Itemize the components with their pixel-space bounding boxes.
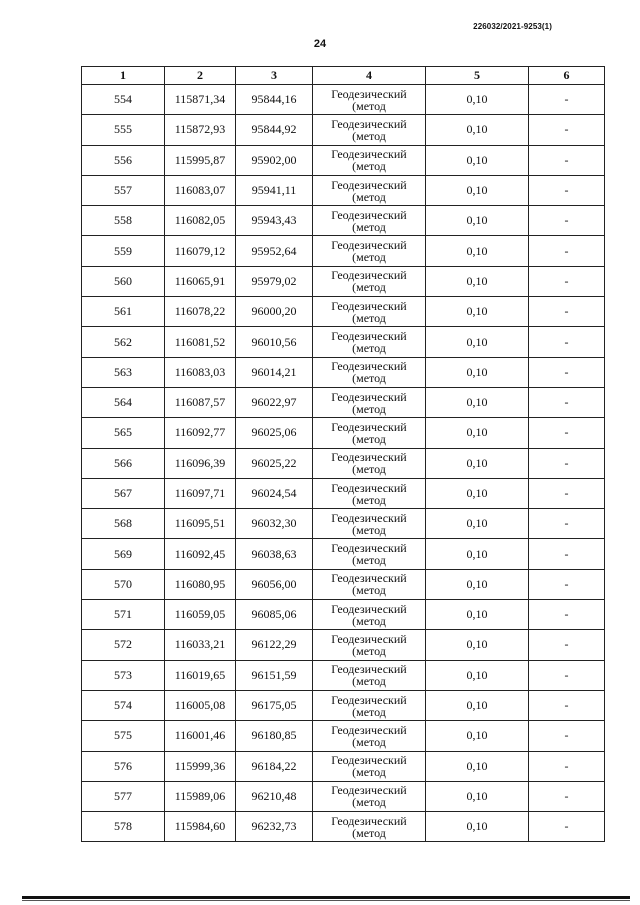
cell-note: - <box>529 145 605 175</box>
method-line-1: Геодезический <box>331 298 407 313</box>
table-row <box>82 418 605 448</box>
method-line-1: Геодезический <box>331 601 407 616</box>
cell-accuracy: 0,10 <box>426 721 529 751</box>
cell-x-coordinate: 115872,93 <box>165 115 236 145</box>
method-line-1: Геодезический <box>331 480 407 495</box>
method-line-1: Геодезический <box>331 359 407 374</box>
method-line-1: Геодезический <box>331 510 407 525</box>
cell-x-coordinate: 116059,05 <box>165 600 236 630</box>
method-line-2: (метод <box>352 128 386 143</box>
method-line-1: Геодезический <box>331 147 407 162</box>
table-row <box>82 721 605 751</box>
cell-y-coordinate: 96010,56 <box>236 327 313 357</box>
cell-point-number: 556 <box>82 145 165 175</box>
cell-note: - <box>529 266 605 296</box>
method-line-2: (метод <box>352 98 386 113</box>
method-line-2: (метод <box>352 341 386 356</box>
cell-y-coordinate: 96025,06 <box>236 418 313 448</box>
method-line-2: (метод <box>352 219 386 234</box>
cell-note: - <box>529 781 605 811</box>
method-line-2: (метод <box>352 462 386 477</box>
cell-point-number: 573 <box>82 660 165 690</box>
cell-method <box>313 660 426 690</box>
cell-method <box>313 690 426 720</box>
method-line-1: Геодезический <box>331 783 407 798</box>
cell-y-coordinate: 96151,59 <box>236 660 313 690</box>
cell-y-coordinate: 96025,22 <box>236 448 313 478</box>
method-line-1: Геодезический <box>331 571 407 586</box>
cell-note: - <box>529 236 605 266</box>
cell-point-number: 567 <box>82 478 165 508</box>
cell-accuracy: 0,10 <box>426 266 529 296</box>
cell-accuracy: 0,10 <box>426 448 529 478</box>
column-header-2: 2 <box>165 67 236 85</box>
cell-note: - <box>529 297 605 327</box>
cell-y-coordinate: 96184,22 <box>236 751 313 781</box>
method-line-1: Геодезический <box>331 86 407 101</box>
method-line-2: (метод <box>352 674 386 689</box>
table-row <box>82 630 605 660</box>
cell-method <box>313 85 426 115</box>
cell-accuracy: 0,10 <box>426 478 529 508</box>
cell-x-coordinate: 115984,60 <box>165 812 236 842</box>
page-number: 24 <box>313 38 327 50</box>
table-row <box>82 509 605 539</box>
cell-method <box>313 327 426 357</box>
method-line-2: (метод <box>352 765 386 780</box>
table-row <box>82 175 605 205</box>
method-line-2: (метод <box>352 553 386 568</box>
cell-y-coordinate: 96232,73 <box>236 812 313 842</box>
cell-x-coordinate: 116078,22 <box>165 297 236 327</box>
method-line-2: (метод <box>352 643 386 658</box>
cell-accuracy: 0,10 <box>426 812 529 842</box>
table-row <box>82 145 605 175</box>
cell-note: - <box>529 175 605 205</box>
cell-point-number: 572 <box>82 630 165 660</box>
cell-y-coordinate: 95943,43 <box>236 206 313 236</box>
cell-method <box>313 145 426 175</box>
cell-note: - <box>529 660 605 690</box>
cell-y-coordinate: 96000,20 <box>236 297 313 327</box>
cell-point-number: 578 <box>82 812 165 842</box>
header-row <box>82 67 605 85</box>
cell-point-number: 571 <box>82 600 165 630</box>
method-line-1: Геодезический <box>331 207 407 222</box>
column-header-3: 3 <box>236 67 313 85</box>
cell-accuracy: 0,10 <box>426 297 529 327</box>
cell-point-number: 565 <box>82 418 165 448</box>
method-line-2: (метод <box>352 825 386 840</box>
cell-x-coordinate: 116065,91 <box>165 266 236 296</box>
cell-y-coordinate: 95979,02 <box>236 266 313 296</box>
table-row <box>82 448 605 478</box>
cell-method <box>313 236 426 266</box>
cell-point-number: 576 <box>82 751 165 781</box>
cell-note: - <box>529 812 605 842</box>
cell-x-coordinate: 116080,95 <box>165 569 236 599</box>
method-line-1: Геодезический <box>331 450 407 465</box>
cell-y-coordinate: 96085,06 <box>236 600 313 630</box>
cell-x-coordinate: 116096,39 <box>165 448 236 478</box>
cell-x-coordinate: 116095,51 <box>165 509 236 539</box>
cell-accuracy: 0,10 <box>426 751 529 781</box>
cell-x-coordinate: 116081,52 <box>165 327 236 357</box>
method-line-1: Геодезический <box>331 329 407 344</box>
cell-x-coordinate: 116001,46 <box>165 721 236 751</box>
method-line-1: Геодезический <box>331 813 407 828</box>
cell-x-coordinate: 115989,06 <box>165 781 236 811</box>
cell-point-number: 574 <box>82 690 165 720</box>
cell-method <box>313 448 426 478</box>
cell-note: - <box>529 690 605 720</box>
cell-y-coordinate: 95902,00 <box>236 145 313 175</box>
cell-accuracy: 0,10 <box>426 327 529 357</box>
cell-method <box>313 630 426 660</box>
cell-accuracy: 0,10 <box>426 630 529 660</box>
cell-note: - <box>529 418 605 448</box>
cell-note: - <box>529 721 605 751</box>
table-row <box>82 357 605 387</box>
cell-method <box>313 600 426 630</box>
cell-note: - <box>529 357 605 387</box>
cell-method <box>313 812 426 842</box>
cell-method <box>313 206 426 236</box>
cell-method <box>313 418 426 448</box>
table-row <box>82 539 605 569</box>
cell-y-coordinate: 96038,63 <box>236 539 313 569</box>
cell-note: - <box>529 387 605 417</box>
cell-x-coordinate: 116079,12 <box>165 236 236 266</box>
cell-method <box>313 478 426 508</box>
cell-method <box>313 781 426 811</box>
method-line-2: (метод <box>352 310 386 325</box>
cell-accuracy: 0,10 <box>426 781 529 811</box>
cell-y-coordinate: 96122,29 <box>236 630 313 660</box>
cell-method <box>313 115 426 145</box>
cell-method <box>313 266 426 296</box>
table-row <box>82 660 605 690</box>
cell-point-number: 557 <box>82 175 165 205</box>
cell-point-number: 566 <box>82 448 165 478</box>
table-row <box>82 690 605 720</box>
column-header-5: 5 <box>426 67 529 85</box>
table-body <box>82 85 605 842</box>
cell-accuracy: 0,10 <box>426 175 529 205</box>
cell-x-coordinate: 116087,57 <box>165 387 236 417</box>
table-row <box>82 569 605 599</box>
cell-x-coordinate: 115995,87 <box>165 145 236 175</box>
cell-accuracy: 0,10 <box>426 600 529 630</box>
cell-y-coordinate: 96022,97 <box>236 387 313 417</box>
cell-note: - <box>529 509 605 539</box>
bottom-divider-thin <box>22 900 630 901</box>
table-header <box>82 67 605 85</box>
method-line-2: (метод <box>352 795 386 810</box>
cell-point-number: 568 <box>82 509 165 539</box>
table-row <box>82 812 605 842</box>
cell-method <box>313 569 426 599</box>
cell-x-coordinate: 116083,03 <box>165 357 236 387</box>
cell-point-number: 561 <box>82 297 165 327</box>
cell-note: - <box>529 206 605 236</box>
cell-accuracy: 0,10 <box>426 660 529 690</box>
cell-y-coordinate: 96056,00 <box>236 569 313 599</box>
cell-x-coordinate: 116082,05 <box>165 206 236 236</box>
table-row <box>82 115 605 145</box>
cell-point-number: 555 <box>82 115 165 145</box>
cell-x-coordinate: 115871,34 <box>165 85 236 115</box>
cell-note: - <box>529 448 605 478</box>
method-line-1: Геодезический <box>331 238 407 253</box>
cell-y-coordinate: 95844,16 <box>236 85 313 115</box>
cell-y-coordinate: 96032,30 <box>236 509 313 539</box>
method-line-2: (метод <box>352 189 386 204</box>
method-line-1: Геодезический <box>331 753 407 768</box>
cell-y-coordinate: 96024,54 <box>236 478 313 508</box>
method-line-1: Геодезический <box>331 662 407 677</box>
cell-accuracy: 0,10 <box>426 85 529 115</box>
coordinates-table <box>81 66 605 842</box>
cell-y-coordinate: 96180,85 <box>236 721 313 751</box>
table-row <box>82 297 605 327</box>
column-header-1: 1 <box>82 67 165 85</box>
cell-point-number: 575 <box>82 721 165 751</box>
table-row <box>82 236 605 266</box>
cell-y-coordinate: 95941,11 <box>236 175 313 205</box>
cell-accuracy: 0,10 <box>426 539 529 569</box>
cell-note: - <box>529 539 605 569</box>
cell-accuracy: 0,10 <box>426 509 529 539</box>
table-row <box>82 206 605 236</box>
cell-accuracy: 0,10 <box>426 357 529 387</box>
cell-note: - <box>529 751 605 781</box>
bottom-divider <box>22 896 630 899</box>
cell-x-coordinate: 116092,45 <box>165 539 236 569</box>
cell-x-coordinate: 116019,65 <box>165 660 236 690</box>
cell-method <box>313 751 426 781</box>
cell-method <box>313 509 426 539</box>
method-line-2: (метод <box>352 371 386 386</box>
method-line-2: (метод <box>352 280 386 295</box>
method-line-1: Геодезический <box>331 116 407 131</box>
method-line-1: Геодезический <box>331 541 407 556</box>
cell-method <box>313 539 426 569</box>
cell-y-coordinate: 96175,05 <box>236 690 313 720</box>
method-line-2: (метод <box>352 613 386 628</box>
cell-point-number: 563 <box>82 357 165 387</box>
cell-y-coordinate: 95952,64 <box>236 236 313 266</box>
method-line-1: Геодезический <box>331 419 407 434</box>
method-line-2: (метод <box>352 401 386 416</box>
method-line-2: (метод <box>352 734 386 749</box>
table-row <box>82 600 605 630</box>
cell-x-coordinate: 116092,77 <box>165 418 236 448</box>
cell-note: - <box>529 327 605 357</box>
cell-x-coordinate: 116033,21 <box>165 630 236 660</box>
cell-point-number: 569 <box>82 539 165 569</box>
cell-accuracy: 0,10 <box>426 236 529 266</box>
method-line-1: Геодезический <box>331 722 407 737</box>
method-line-1: Геодезический <box>331 268 407 283</box>
cell-accuracy: 0,10 <box>426 569 529 599</box>
method-line-1: Геодезический <box>331 389 407 404</box>
method-line-1: Геодезический <box>331 692 407 707</box>
column-header-4: 4 <box>313 67 426 85</box>
cell-accuracy: 0,10 <box>426 690 529 720</box>
table-row <box>82 781 605 811</box>
cell-x-coordinate: 116083,07 <box>165 175 236 205</box>
method-line-1: Геодезический <box>331 177 407 192</box>
cell-method <box>313 387 426 417</box>
cell-note: - <box>529 115 605 145</box>
cell-accuracy: 0,10 <box>426 145 529 175</box>
cell-point-number: 554 <box>82 85 165 115</box>
cell-note: - <box>529 478 605 508</box>
method-line-2: (метод <box>352 583 386 598</box>
cell-method <box>313 297 426 327</box>
cell-method <box>313 721 426 751</box>
table-row <box>82 85 605 115</box>
cell-y-coordinate: 95844,92 <box>236 115 313 145</box>
document-reference-number: 226032/2021-9253(1) <box>473 22 552 31</box>
table-row <box>82 478 605 508</box>
method-line-2: (метод <box>352 492 386 507</box>
cell-note: - <box>529 569 605 599</box>
cell-point-number: 562 <box>82 327 165 357</box>
cell-point-number: 559 <box>82 236 165 266</box>
cell-accuracy: 0,10 <box>426 206 529 236</box>
cell-y-coordinate: 96014,21 <box>236 357 313 387</box>
cell-x-coordinate: 116005,08 <box>165 690 236 720</box>
cell-method <box>313 175 426 205</box>
method-line-1: Геодезический <box>331 631 407 646</box>
cell-point-number: 558 <box>82 206 165 236</box>
cell-point-number: 570 <box>82 569 165 599</box>
table-row <box>82 266 605 296</box>
cell-note: - <box>529 630 605 660</box>
cell-point-number: 560 <box>82 266 165 296</box>
table-row <box>82 327 605 357</box>
method-line-2: (метод <box>352 522 386 537</box>
cell-point-number: 564 <box>82 387 165 417</box>
cell-point-number: 577 <box>82 781 165 811</box>
cell-x-coordinate: 116097,71 <box>165 478 236 508</box>
cell-note: - <box>529 600 605 630</box>
method-line-2: (метод <box>352 704 386 719</box>
method-line-2: (метод <box>352 431 386 446</box>
table-row <box>82 387 605 417</box>
cell-x-coordinate: 115999,36 <box>165 751 236 781</box>
method-line-2: (метод <box>352 250 386 265</box>
column-header-6: 6 <box>529 67 605 85</box>
cell-accuracy: 0,10 <box>426 115 529 145</box>
table-row <box>82 751 605 781</box>
cell-y-coordinate: 96210,48 <box>236 781 313 811</box>
cell-method <box>313 357 426 387</box>
cell-accuracy: 0,10 <box>426 418 529 448</box>
cell-note: - <box>529 85 605 115</box>
cell-accuracy: 0,10 <box>426 387 529 417</box>
method-line-2: (метод <box>352 159 386 174</box>
